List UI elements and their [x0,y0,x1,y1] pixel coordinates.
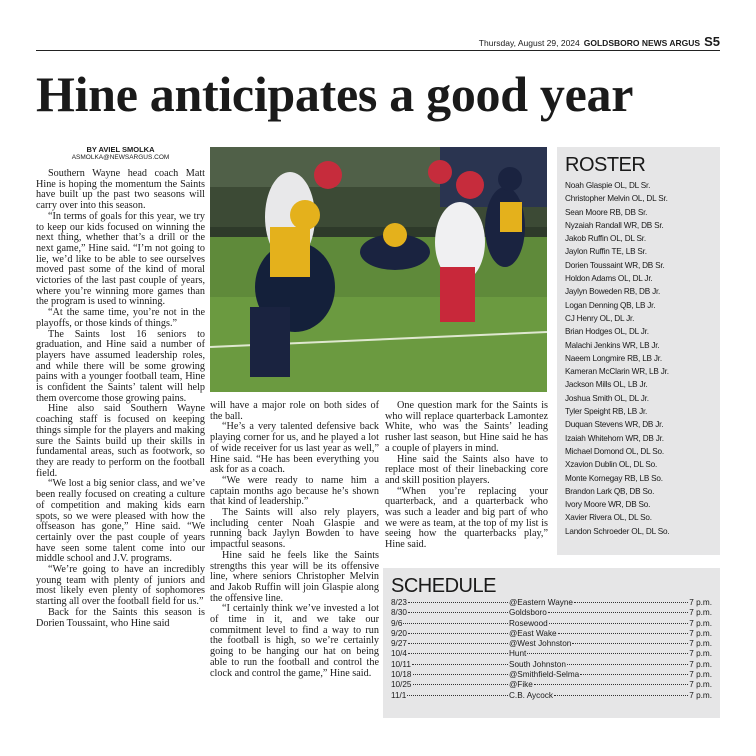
article-column-2 [210,401,379,679]
article-paragraph: “In terms of goals for this year, we try to keep our kids focused on winning the next thing, whether that’s a drill or the next game,” Hine said. “I’m not going to lie, we’d like to be able to see ourselves moved past some of the kind of moral victories of the last past couple of years, where you’re winning more games than the program is used to winning. [36,210,205,308]
article-paragraph: “I certainly think we’ve invested a lot of time in it, and we take our commitment level to find a way to run the football is high, so we’re certainly going to be hanging our hat on being able to run the football and control the clock and control the game,” Hine said. [210,603,379,679]
roster-player: Ivory Moore WR, DB So. [565,500,651,510]
game-date: 8/23 [391,598,407,607]
schedule-row [391,660,712,670]
schedule-list [391,598,712,701]
newspaper-name: GOLDSBORO NEWS ARGUS [583,38,701,48]
dot-leader [408,612,508,613]
game-date: 9/27 [391,639,407,649]
game-date: 10/18 [391,670,412,680]
byline [36,145,205,162]
game-time: 7 p.m. [689,670,712,680]
article-paragraph: Back for the Saints this season is Dorien Toussaint, who Hine said [36,606,205,629]
article-paragraph: “When you’re replacing your quarterback, and a quarterback who was such a leader and big part of who we were as team, at the top of my list is seeing how the quarterbacks play,” Hine said. [385,485,548,551]
article-paragraph: “We were ready to name him a captain months ago because he’s shown that kind of leadership.” [210,474,379,508]
article-paragraph: One question mark for the Saints is who will replace quarterback Lamontez White, who was the Saints’ leading rusher last season, but Hine said he has a couple of players in mind. [385,400,548,454]
game-date: 11/1 [391,690,407,700]
roster-player: Jakob Ruffin OL, DL Sr. [565,234,646,244]
game-date: 10/25 [391,680,412,690]
article-paragraph: The Saints lost 16 seniors to graduation, and Hine said a number of players have assumed leadership roles, and while there will be some growing pains with a younger football team, Hine is confident the Saints’ talent will help them overcome those growing pains. [36,328,205,404]
roster-player: Christopher Melvin OL, DL Sr. [565,194,668,204]
roster-player: Holdon Adams OL, DL Jr. [565,274,653,284]
roster-player: Logan Denning QB, LB Jr. [565,300,656,310]
game-date: 9/20 [391,628,407,638]
dot-leader [534,684,688,685]
issue-date: Thursday, August 29, 2024 [478,38,580,48]
roster-player: Xavier Rivera OL, DL So. [565,513,652,523]
article-paragraph: Southern Wayne head coach Matt Hine is hoping the momentum the Saints have built up the past two seasons will carry over into this season. [36,168,205,212]
roster-player: Noah Glaspie OL, DL Sr. [565,181,651,190]
dot-leader [413,684,509,685]
dot-leader [549,623,689,624]
game-time: 7 p.m. [689,680,712,690]
dot-leader [554,695,688,696]
article-paragraph: The Saints will also rely players, including center Noah Glaspie and running back Jaylyn Bowden to have impactful seasons. [210,507,379,551]
game-time: 7 p.m. [689,618,712,628]
game-opponent: @West Johnston [509,639,572,649]
article-column-3 [385,401,548,551]
roster-player: Malachi Jenkins WR, LB Jr. [565,340,660,350]
roster-player: Landon Schroeder OL, DL So. [565,526,670,536]
article-paragraph: Hine also said Southern Wayne coaching staff is focused on keeping things simple for the players and making sure the Saints build up their skills in fundamental areas, such as footwork, so they are ready to perform on the football field. [36,403,205,479]
roster-player: Joshua Smith OL, DL Jr. [565,393,649,403]
roster-player: Monte Kornegay RB, LB So. [565,473,663,483]
roster-player: Tyler Speight RB, LB Jr. [565,407,648,417]
roster-title: ROSTER [565,154,646,176]
headline: Hine anticipates a good year [36,66,634,122]
roster-player: Duquan Stevens WR, DB Jr. [565,420,664,430]
roster-player: CJ Henry OL, DL Jr. [565,313,635,323]
game-time: 7 p.m. [689,608,712,618]
article-paragraph: will have a major role on both sides of the ball. [210,400,379,422]
article-paragraph: “We’re going to have an incredibly young team with plenty of juniors and most likely even plenty of sophomores starting all over the football field for us.” [36,564,205,608]
dot-leader [572,643,688,644]
schedule-title: SCHEDULE [391,575,496,597]
author-name: BY AVIEL SMOLKA [86,145,155,154]
roster-player: Jaylon Ruffin TE, LB Sr. [565,247,647,257]
schedule-row [391,680,712,690]
schedule-row [391,608,712,618]
dot-leader [412,664,508,665]
game-opponent: @East Wake [509,628,557,638]
schedule-row [391,691,712,701]
roster-player: Izaiah Whitehorn WR, DB Jr. [565,433,664,443]
game-date: 10/11 [391,659,411,669]
game-opponent: @Smithfield-Selma [509,670,580,680]
schedule-row [391,670,712,680]
roster-player: Michael Domond OL, DL So. [565,446,664,456]
game-time: 7 p.m. [689,639,712,649]
dot-leader [408,633,508,634]
roster-player: Kameran McClarin WR, LB Jr. [565,367,669,377]
game-opponent: C.B. Aycock [509,690,553,700]
dot-leader [567,664,688,665]
schedule-row [391,629,712,639]
game-date: 9/6 [391,618,403,628]
roster-player: Brandon Lark QB, DB So. [565,486,655,496]
header-rule [36,50,720,51]
article-paragraph: Hine said the Saints also have to replace most of their linebacking core and skill position players. [385,453,548,486]
dot-leader [558,633,689,634]
game-date: 8/30 [391,608,407,618]
roster-box [557,147,720,555]
roster-player: Nyzaiah Randall WR, DB Sr. [565,220,664,230]
game-opponent: @Fike [509,680,533,690]
dot-leader [408,653,508,654]
dot-leader [527,653,688,654]
game-time: 7 p.m. [689,659,712,669]
dot-leader [580,674,688,675]
article-paragraph: “At the same time, you’re not in the playoffs, or those kinds of things.” [36,307,205,329]
article-column-1 [36,145,205,629]
schedule-box [383,568,720,718]
roster-player: Naeem Longmire RB, LB Jr. [565,353,662,363]
schedule-row [391,598,712,608]
schedule-row [391,639,712,649]
dot-leader [413,674,509,675]
schedule-row [391,649,712,659]
page-folio [479,34,720,49]
dot-leader [403,623,508,624]
roster-player: Sean Moore RB, DB Sr. [565,207,648,217]
dot-leader [548,612,688,613]
roster-player: Jaylyn Boweden RB, DB Jr. [565,287,661,297]
dot-leader [574,602,688,603]
game-opponent: Goldsboro [509,608,547,618]
game-opponent: Hunt [509,649,527,659]
game-time: 7 p.m. [689,649,712,659]
article-paragraph: “He’s a very talented defensive back playing corner for us, and he played a lot of wide receiver for us last year as well,” Hine said. “He has been everything you ask for as a coach. [210,421,379,476]
game-opponent: South Johnston [509,659,566,669]
roster-player: Dorien Toussaint WR, DB Sr. [565,260,665,270]
game-time: 7 p.m. [689,598,712,607]
game-opponent: @Eastern Wayne [509,598,573,607]
dot-leader [408,643,508,644]
article-paragraph: Hine said he feels like the Saints strengths this year will be its offensive line, where seniors Christopher Melvin and Jakob Ruffin will join Glaspie along the offensive line. [210,549,379,604]
game-time: 7 p.m. [689,628,712,638]
dot-leader [408,602,508,603]
game-time: 7 p.m. [689,690,712,700]
game-opponent: Rosewood [509,618,548,628]
roster-list [565,179,712,538]
author-email: ASMOLKA@NEWSARGUS.COM [71,154,170,161]
roster-player: Jackson Mills OL, LB Jr. [565,380,648,390]
dot-leader [407,695,508,696]
roster-player: Brian Hodges OL, DL Jr. [565,327,649,337]
roster-player: Xzavion Dublin OL, DL So. [565,460,658,470]
article-paragraph: “We lost a big senior class, and we’ve been really focused on creating a culture of competition and making kids earn spots, so we were pleased with how the offseason has gone,” Hine said. “We certainly over the past couple of years have seen some talent come into our middle school and J.V. programs. [36,478,205,565]
game-date: 10/4 [391,649,407,659]
schedule-row [391,619,712,629]
football-game-photo [210,147,547,392]
page-number: S5 [704,34,720,49]
